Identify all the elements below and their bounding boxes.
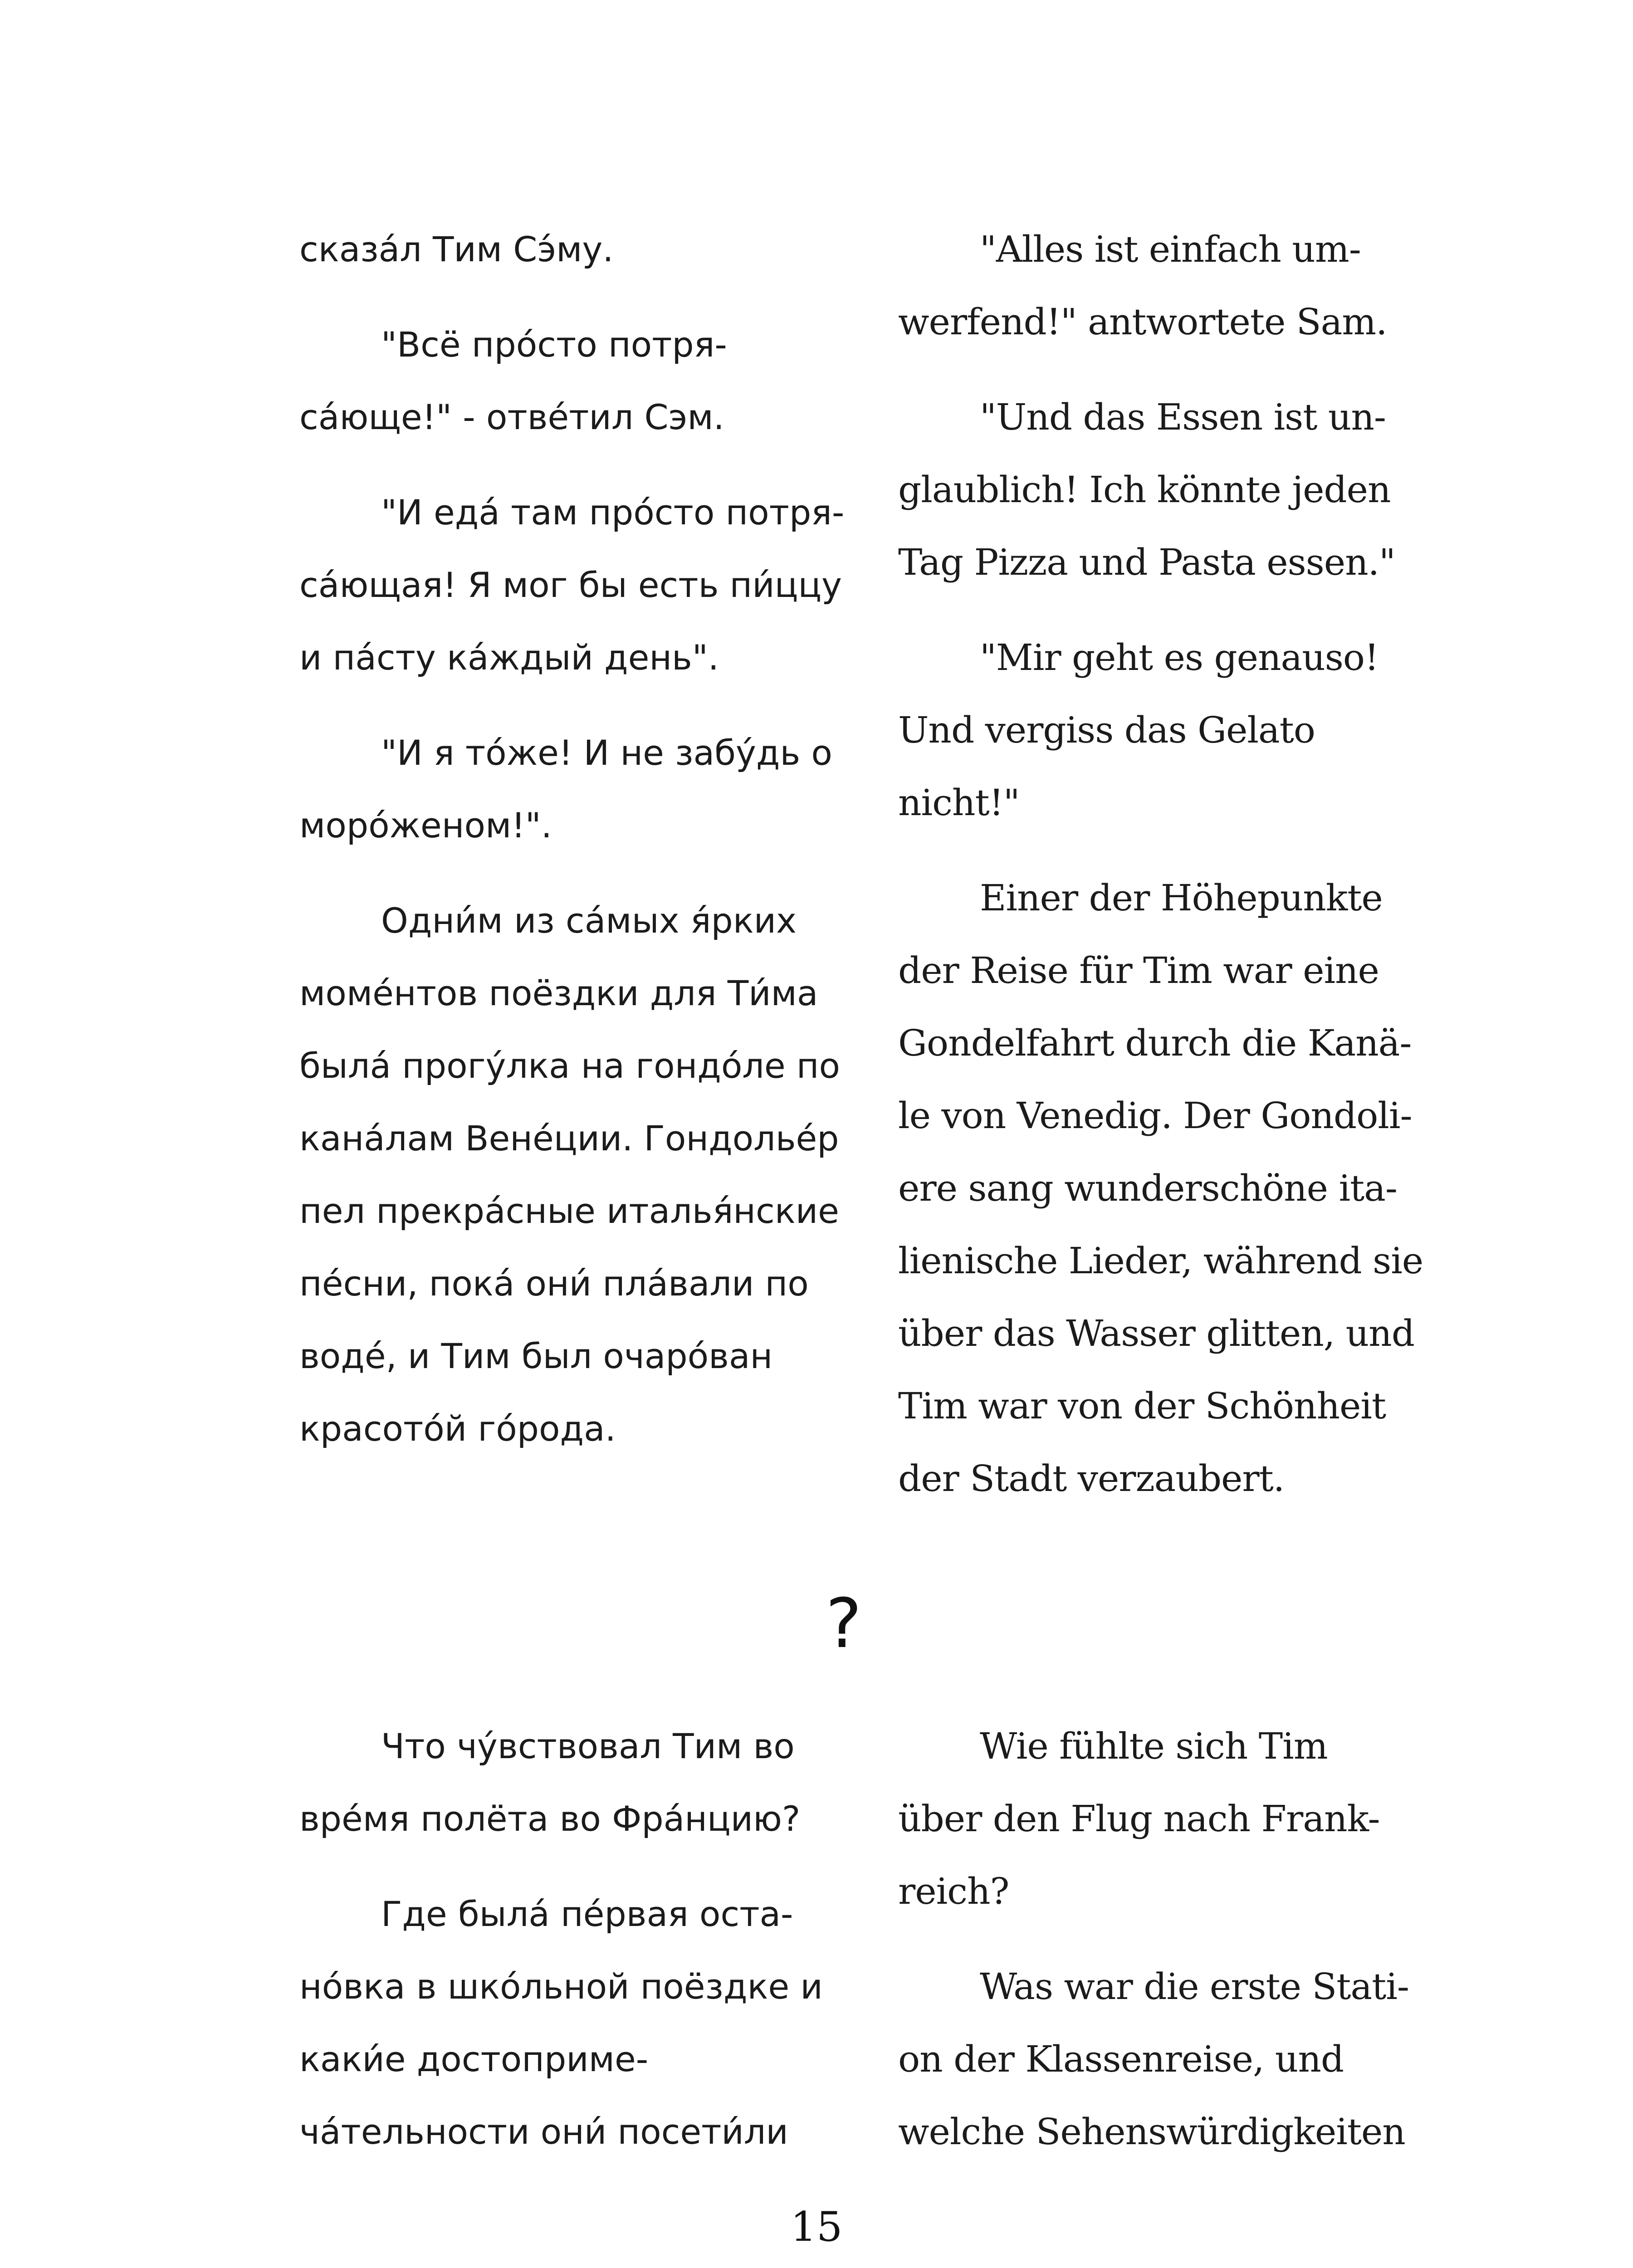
paragraph <box>299 1878 880 2168</box>
text-line: и па́сту ка́ждый день". <box>299 637 719 678</box>
text-line: "И я то́же! И не забу́дь о <box>381 733 832 773</box>
paragraph <box>299 476 880 694</box>
text-line: ere sang wunderschöne ita- <box>898 1167 1397 1209</box>
text-line: nicht!" <box>898 782 1020 824</box>
paragraph <box>299 885 880 1465</box>
text-line: "Mir geht es genauso! <box>980 636 1379 679</box>
text-line: са́юще!" - отве́тил Сэм. <box>299 397 724 437</box>
text-line: Gondelfahrt durch die Kanä- <box>898 1022 1412 1064</box>
text-line: "Всё про́сто потря- <box>381 324 727 365</box>
text-line: on der Klassenreise, und <box>898 2038 1344 2080</box>
paragraph <box>898 381 1461 599</box>
text-line: Где была́ пе́рвая оста- <box>381 1894 793 1934</box>
text-line: Und vergiss das Gelato <box>898 709 1315 751</box>
text-line: über das Wasser glitten, und <box>898 1312 1414 1354</box>
paragraph <box>299 717 880 862</box>
text-line: кана́лам Вене́ции. Гондолье́р <box>299 1118 839 1158</box>
german-column-questions <box>898 1710 1461 2191</box>
text-line: "И еда́ там про́сто потря- <box>381 492 845 533</box>
text-line: "Und das Essen ist un- <box>980 396 1386 438</box>
text-line: воде́, и Тим был очаро́ван <box>299 1336 773 1376</box>
german-column-top <box>898 213 1461 1538</box>
text-line: Tag Pizza und Pasta essen." <box>898 541 1395 583</box>
text-line: welche Sehenswürdigkeiten <box>898 2111 1405 2153</box>
russian-column-questions <box>299 1710 880 2191</box>
text-line: Что чу́вствовал Тим во <box>381 1726 795 1766</box>
paragraph <box>898 213 1461 358</box>
page-number: 15 <box>790 2203 843 2251</box>
russian-column-top <box>299 213 880 1488</box>
text-line: Einer der Höhepunkte <box>980 877 1383 919</box>
paragraph <box>898 621 1461 839</box>
paragraph <box>299 213 880 286</box>
text-line: красото́й го́рода. <box>299 1408 616 1449</box>
text-line: моро́женом!". <box>299 805 552 846</box>
text-line: ча́тельности они́ посети́ли <box>299 2112 788 2152</box>
text-line: reich? <box>898 1870 1009 1912</box>
text-line: über den Flug nach Frank- <box>898 1798 1380 1840</box>
section-question-mark: ? <box>826 1584 862 1663</box>
paragraph <box>299 1710 880 1855</box>
text-line: der Reise für Tim war eine <box>898 949 1379 992</box>
text-line: Tim war von der Schönheit <box>898 1385 1386 1427</box>
paragraph <box>898 1950 1461 2168</box>
paragraph <box>898 1710 1461 1928</box>
text-line: пе́сни, пока́ они́ пла́вали по <box>299 1263 809 1304</box>
text-line: lienische Lieder, während sie <box>898 1240 1423 1282</box>
text-line: der Stadt verzaubert. <box>898 1457 1285 1500</box>
text-line: Одни́м из са́мых я́рких <box>381 900 797 941</box>
text-line: "Alles ist einfach um- <box>980 228 1361 270</box>
text-line: Was war die erste Stati- <box>980 1965 1409 2008</box>
text-line: werfend!" antwortete Sam. <box>898 301 1387 343</box>
paragraph <box>898 862 1461 1515</box>
text-line: glaublich! Ich könnte jeden <box>898 469 1391 511</box>
text-line: пел прекра́сные италья́нские <box>299 1191 839 1231</box>
text-line: Wie fühlte sich Tim <box>980 1725 1328 1767</box>
text-line: моме́нтов поёздки для Ти́ма <box>299 973 818 1013</box>
text-line: le von Venedig. Der Gondoli- <box>898 1095 1412 1137</box>
text-line: была́ прогу́лка на гондо́ле по <box>299 1046 840 1086</box>
text-line: вре́мя полёта во Фра́нцию? <box>299 1799 801 1839</box>
text-line: са́ющая! Я мог бы есть пи́ццу <box>299 565 842 605</box>
text-line: сказа́л Тим Сэ́му. <box>299 229 614 269</box>
text-line: но́вка в шко́льной поёздке и <box>299 1966 823 2007</box>
text-line: каки́е достоприме- <box>299 2039 649 2079</box>
paragraph <box>299 308 880 454</box>
